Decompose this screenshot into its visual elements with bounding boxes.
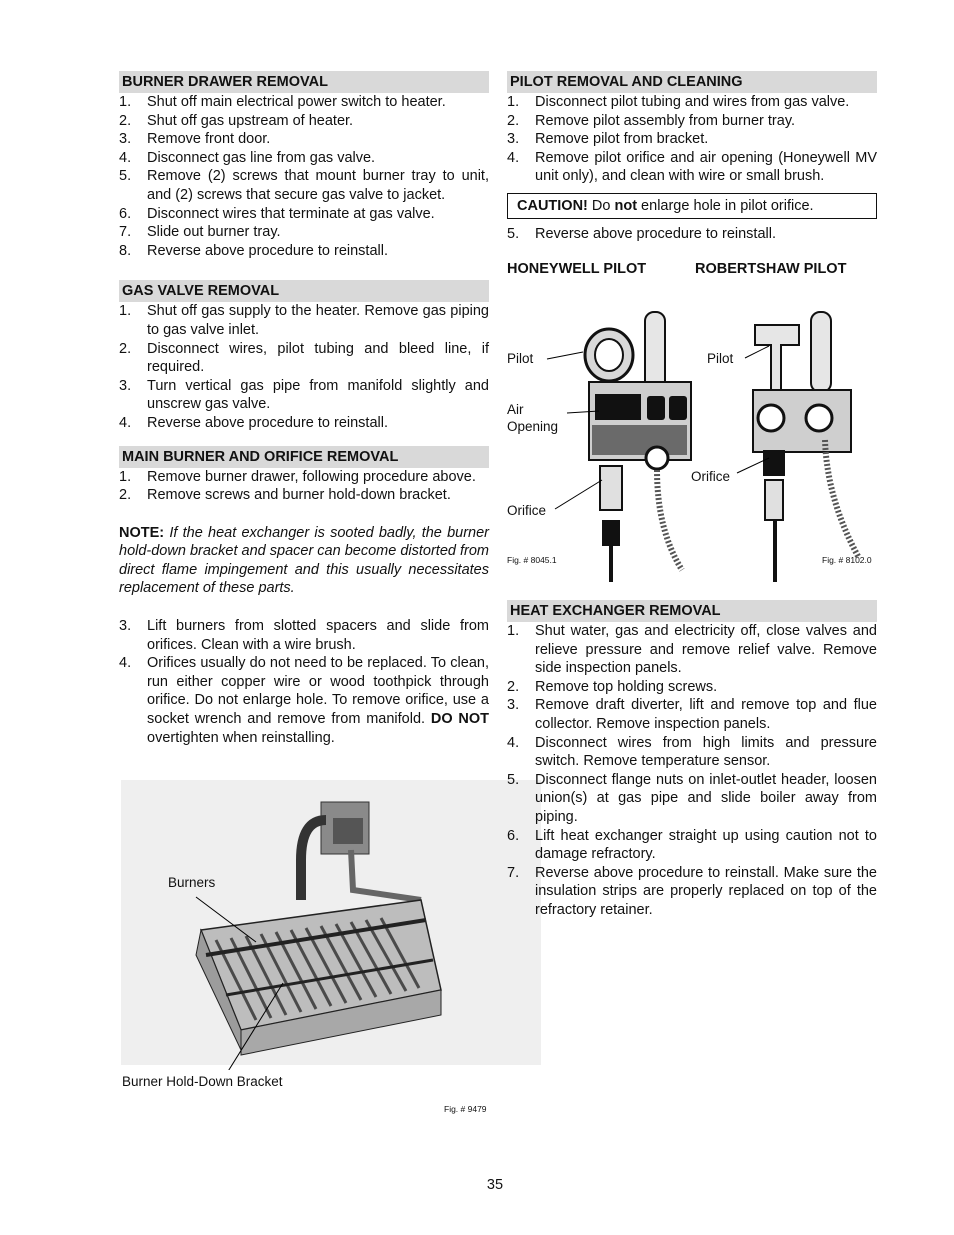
burner-drawer-steps [119, 93, 489, 260]
list-item: 3. Remove draft diverter, lift and remove top and flue collector. Remove inspection panels. [507, 697, 877, 732]
list-item: 1. Shut off main electrical power switch to heater. [119, 94, 446, 110]
pilot-figure-titles [507, 261, 877, 279]
list-item: 2. Disconnect wires, pilot tubing and bleed line, if required. [119, 340, 489, 376]
fig-number-8045: Fig. # 8045.1 [507, 555, 557, 565]
list-item: 3. Lift burners from slotted spacers and slide from orifices. Clean with a wire brush. [119, 618, 489, 653]
note-text: If the heat exchanger is sooted badly, the burner hold-down bracket and spacer can become distorted from direct flame impingement and this usually necessitates replacement of these parts. [119, 524, 489, 597]
air-label: Air [507, 402, 524, 417]
caution-box: CAUTION! Do not enlarge hole in pilot orifice. [507, 193, 877, 219]
list-item: 2. Remove top holding screws. [507, 678, 718, 695]
list-item: 5. Remove (2) screws that mount burner tray to unit, and (2) screws that secure gas valve to jacket. [119, 168, 489, 203]
list-item: 4. Remove pilot orifice and air opening (Honeywell MV unit only), and clean with wire or small brush. [507, 149, 877, 185]
list-item: 5. Disconnect flange nuts on inlet-outlet header, loosen union(s) at gas pipe and slide boiler away from piping. [507, 771, 877, 825]
pilot-label-robertshaw: Pilot [707, 351, 734, 366]
list-item: 4. Disconnect gas line from gas valve. [119, 149, 376, 166]
fig-number-8102: Fig. # 8102.0 [822, 555, 872, 565]
left-column [119, 71, 489, 747]
pilot-step-5 [507, 225, 877, 244]
list-item: 2. Remove screws and burner hold-down bracket. [119, 487, 451, 504]
pilot-figures [507, 300, 877, 585]
list-item: 6. Disconnect wires that terminate at gas valve. [119, 205, 435, 222]
orifice-label-robertshaw: Orifice [691, 469, 731, 484]
list-item: 7. Reverse above procedure to reinstall. Make sure the insulation strips are properly replaced on top of the refractory retainer. [507, 864, 877, 918]
right-column [507, 71, 877, 279]
list-item: 1. Remove burner drawer, following procedure above. [119, 468, 476, 485]
bracket-label: Burner Hold-Down Bracket [122, 1074, 283, 1089]
main-burner-heading: MAIN BURNER AND ORIFICE REMOVAL [119, 446, 489, 468]
list-item: 4. Reverse above procedure to reinstall. [119, 414, 388, 431]
orifice-label-honeywell: Orifice [507, 503, 547, 518]
gas-valve-heading: GAS VALVE REMOVAL [119, 280, 489, 302]
list-item: 1. Shut water, gas and electricity off, close valves and relieve pressure and remove relief valve. Remove side inspection panels. [507, 623, 877, 677]
burner-tray-figure [121, 780, 541, 1070]
list-item: 4. Orifices usually do not need to be replaced. To clean, run either copper wire or wood toothpick through orifice. Do not enlarge hole. To remove orifice, use a socket wrench and remove from manifold. DO NOT overtighten when reinstalling. [119, 655, 490, 746]
list-item: 6. Lift heat exchanger straight up using caution not to damage refractory. [507, 827, 877, 863]
list-item: 2. Remove pilot assembly from burner tray. [507, 112, 796, 129]
gas-valve-steps [119, 302, 489, 432]
note-label: NOTE: [119, 524, 165, 541]
list-item: 7. Slide out burner tray. [119, 224, 281, 241]
main-burner-steps-cont [119, 617, 489, 747]
heat-exchanger-heading: HEAT EXCHANGER REMOVAL [507, 600, 877, 622]
page-number: 35 [486, 1177, 504, 1193]
heat-exchanger-section [507, 600, 877, 920]
list-item: 3. Turn vertical gas pipe from manifold slightly and unscrew gas valve. [119, 377, 489, 413]
fig-number-9479: Fig. # 9479 [444, 1104, 487, 1114]
list-item: 8. Reverse above procedure to reinstall. [119, 242, 388, 259]
pilot-heading: PILOT REMOVAL AND CLEANING [507, 71, 877, 93]
list-item: 4. Disconnect wires from high limits and pressure switch. Remove temperature sensor. [507, 734, 877, 770]
pilot-label-honeywell: Pilot [507, 351, 534, 366]
list-item: 5. Reverse above procedure to reinstall. [507, 225, 776, 242]
heat-exchanger-steps [507, 622, 877, 920]
main-burner-steps [119, 468, 489, 505]
robertshaw-pilot-title: ROBERTSHAW PILOT [695, 260, 847, 277]
burner-tray-illustration [121, 780, 541, 1070]
pilot-illustration [507, 300, 877, 585]
list-item: 3. Remove pilot from bracket. [507, 131, 709, 148]
burners-label: Burners [168, 875, 216, 890]
honeywell-pilot-title: HONEYWELL PILOT [507, 260, 647, 277]
pilot-steps [507, 93, 877, 186]
list-item: 1. Shut off gas supply to the heater. Remove gas piping to gas valve inlet. [119, 303, 489, 338]
list-item: 1. Disconnect pilot tubing and wires from gas valve. [507, 94, 850, 110]
list-item: 3. Remove front door. [119, 131, 271, 148]
note-paragraph [119, 524, 489, 598]
list-item: 2. Shut off gas upstream of heater. [119, 112, 354, 129]
opening-label: Opening [507, 419, 559, 434]
burner-drawer-heading: BURNER DRAWER REMOVAL [119, 71, 489, 93]
